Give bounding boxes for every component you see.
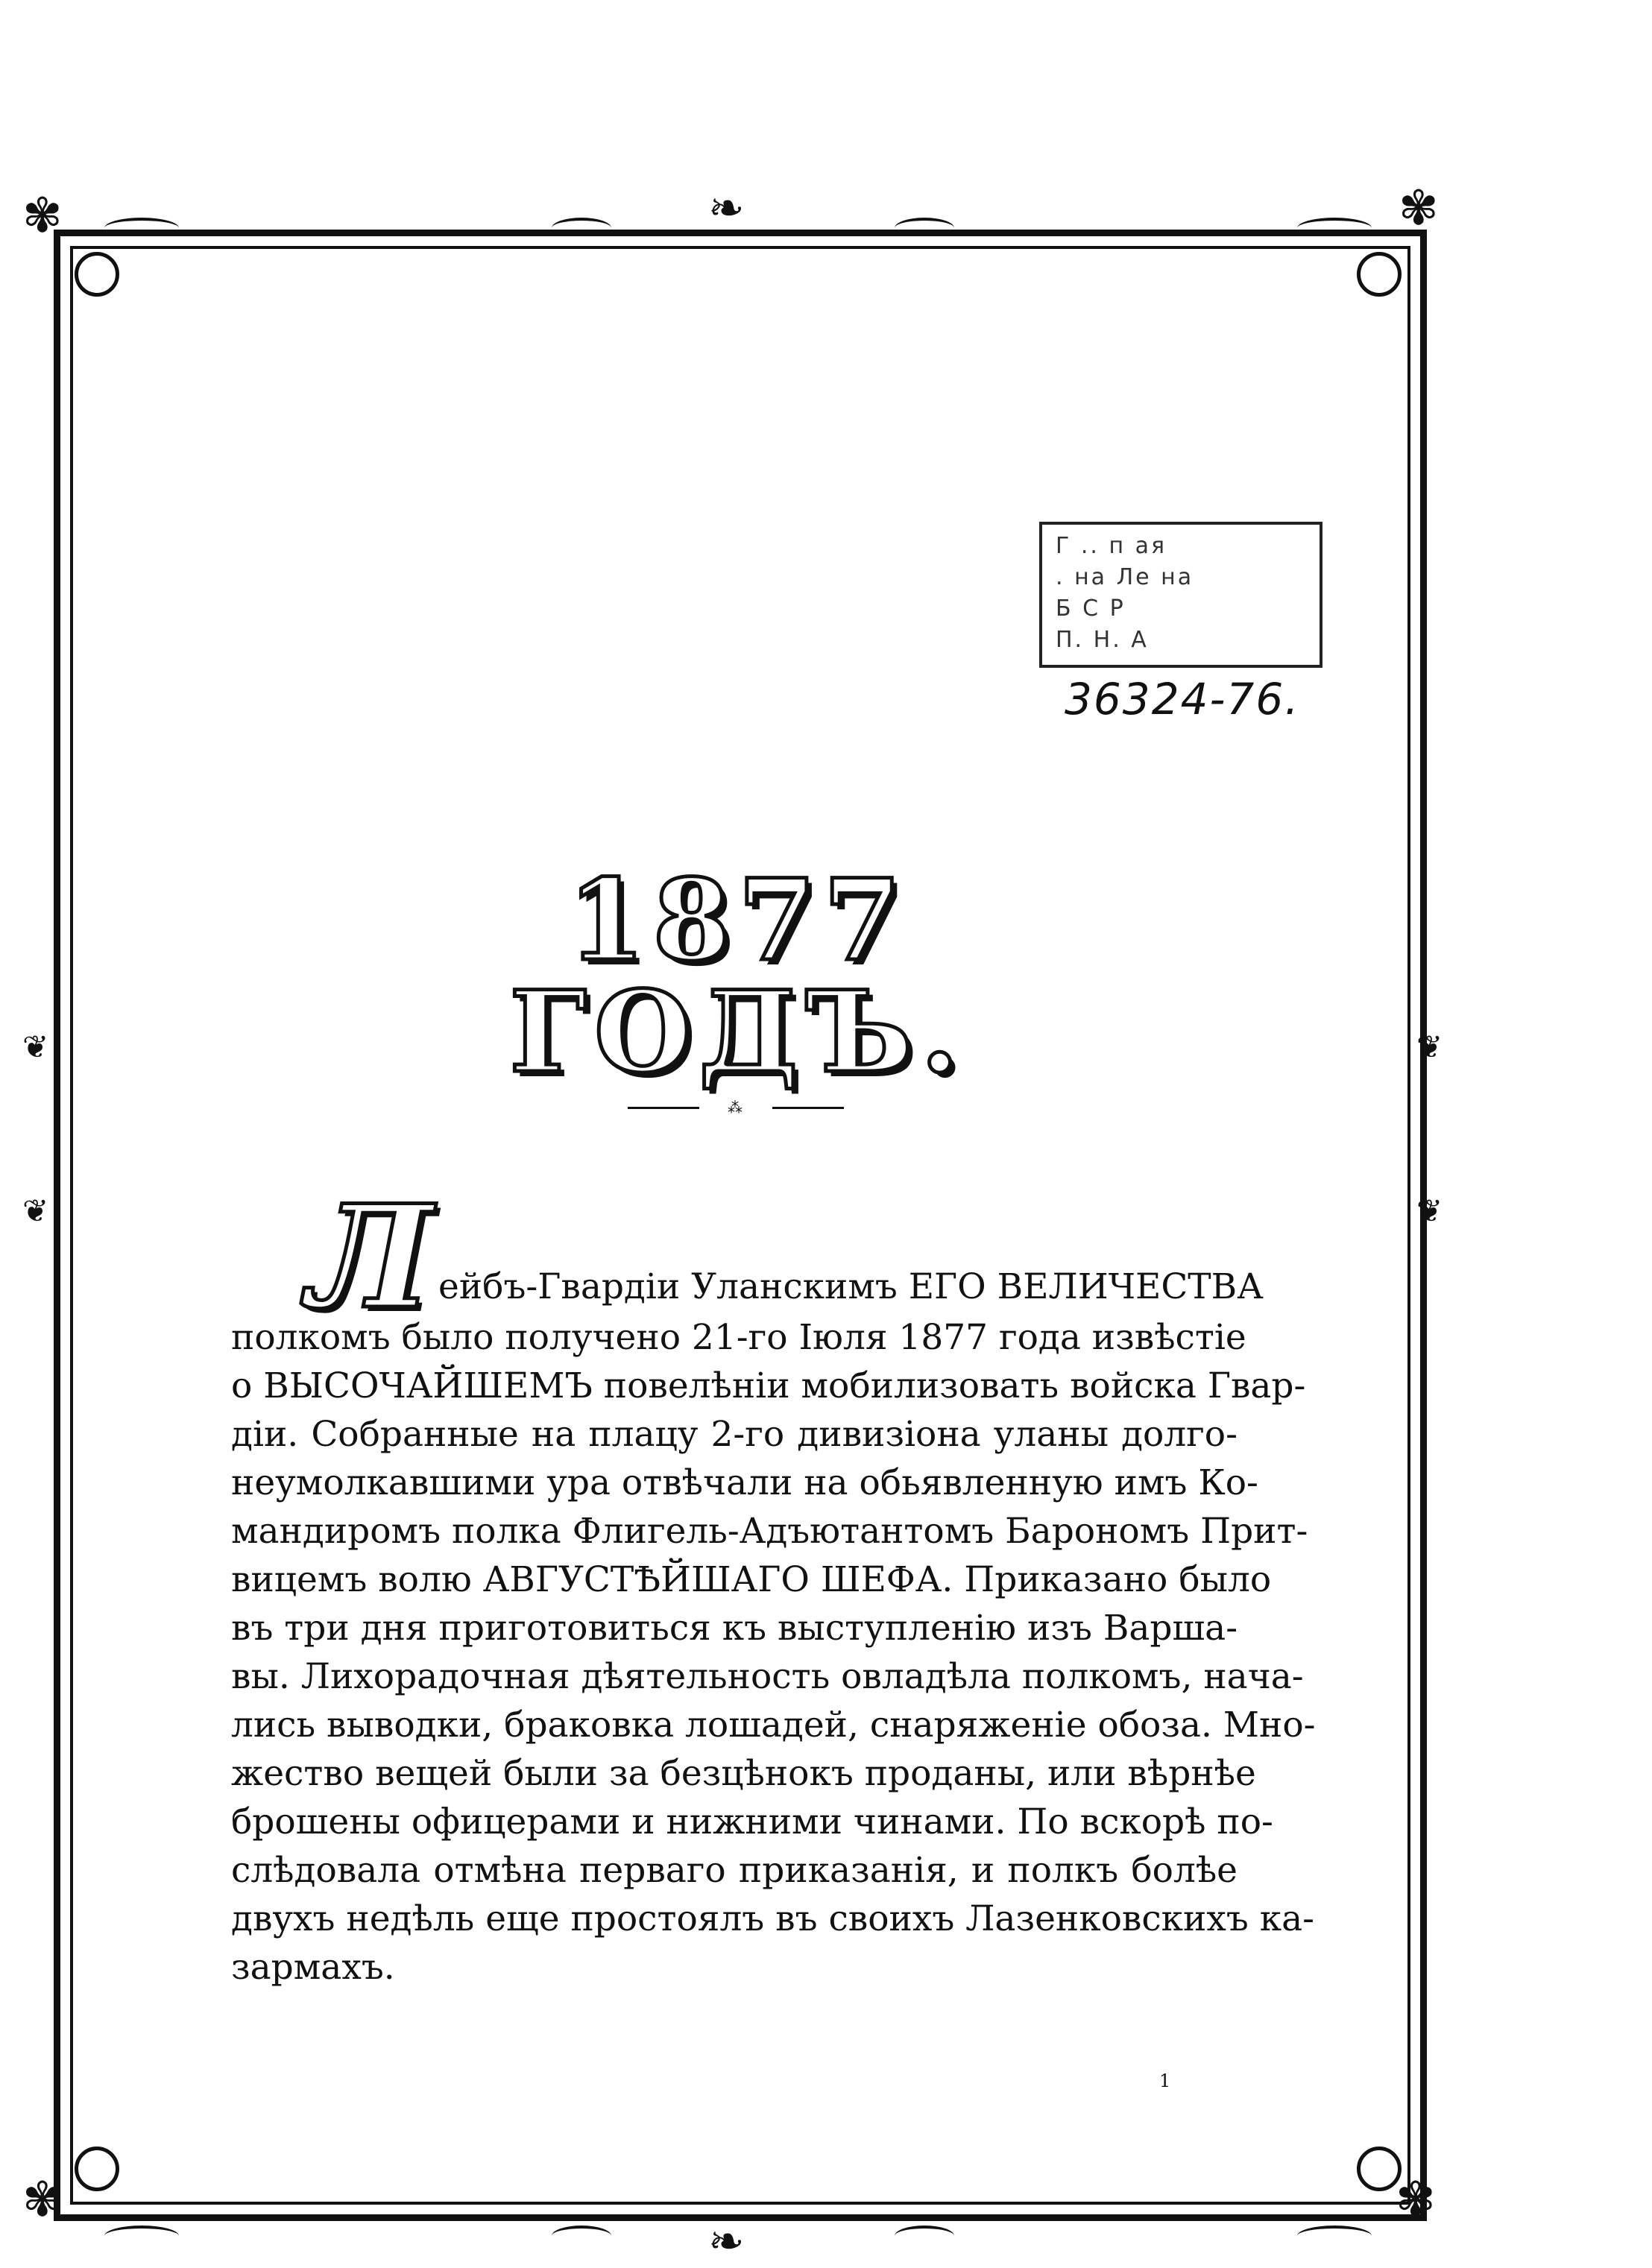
corner-scroll-icon	[1357, 252, 1402, 297]
text-line: жество вещей были за безцѣнокъ проданы, или вѣрнѣе	[231, 1753, 1256, 1794]
side-ornament-icon: ❦	[22, 1193, 49, 1229]
text-line: полкомъ было получено 21-го Іюля 1877 года извѣстіе	[231, 1317, 1246, 1358]
stamp-line: . на Ле на	[1056, 564, 1194, 590]
edge-flourish	[552, 218, 611, 239]
side-ornament-icon: ❦	[1416, 1029, 1443, 1065]
title-divider	[628, 1100, 844, 1115]
inventory-number: 36324-76.	[1065, 674, 1300, 724]
stamp-line: Б С Р	[1056, 596, 1126, 622]
corner-scroll-icon	[75, 2147, 119, 2191]
text-line: о ВЫСОЧАЙШЕМЪ повелѣніи мобилизовать войска Гвар-	[231, 1365, 1306, 1406]
text-line: слѣдовала отмѣна перваго приказанія, и полкъ болѣе	[231, 1850, 1238, 1891]
library-stamp	[1039, 522, 1322, 668]
text-line: двухъ недѣль еще простоялъ въ своихъ Лазенковскихъ ка-	[231, 1898, 1315, 1939]
stamp-line: П. Н. А	[1056, 627, 1149, 653]
side-ornament-icon: ❦	[22, 1029, 49, 1065]
page-number: 1	[1159, 2070, 1171, 2091]
text-line: мандиромъ полка Флигель-Адъютантомъ Барономъ Прит-	[231, 1511, 1308, 1552]
text-line: зармахъ.	[231, 1947, 395, 1988]
bottom-center-ornament-icon: ❧	[708, 2216, 745, 2267]
edge-flourish	[104, 2226, 179, 2246]
text-line: неумолкавшими ура отвѣчали на обьявленную имъ Ко-	[231, 1462, 1258, 1503]
text-line: вицемъ волю АВГУСТѢЙШАГО ШЕФА. Приказано было	[231, 1559, 1272, 1600]
edge-flourish	[895, 218, 954, 239]
text-line: діи. Собранные на плацу 2-го дивизіона уланы долго-	[231, 1414, 1238, 1455]
edge-flourish	[895, 2226, 954, 2246]
side-ornament-icon: ❦	[1416, 1193, 1443, 1229]
corner-ornament-icon: ✾	[22, 2173, 63, 2228]
corner-ornament-icon: ✾	[1396, 2173, 1436, 2228]
text-line: ейбъ-Гвардіи Уланскимъ ЕГО ВЕЛИЧЕСТВА	[438, 1266, 1264, 1307]
stamp-line: Г .. п ая	[1056, 533, 1167, 559]
drop-cap: Л	[307, 1174, 433, 1340]
page-title: 1877 ГОДЪ.	[509, 855, 967, 1098]
text-line: брошены офицерами и нижними чинами. По вскорѣ по-	[231, 1801, 1273, 1842]
edge-flourish	[1297, 218, 1372, 239]
corner-ornament-icon: ✾	[1399, 181, 1439, 236]
corner-scroll-icon	[1357, 2147, 1402, 2191]
text-line: лись выводки, браковка лошадей, снаряженіе обоза. Мно-	[231, 1705, 1316, 1746]
body-text	[231, 1174, 1316, 1991]
edge-flourish	[104, 218, 179, 239]
text-line: въ три дня приготовиться къ выступленію изъ Варша-	[231, 1608, 1238, 1649]
corner-scroll-icon	[75, 252, 119, 297]
top-center-ornament-icon: ❧	[708, 183, 745, 233]
text-line: вы. Лихорадочная дѣятельность овладѣла полкомъ, нача-	[231, 1656, 1304, 1697]
edge-flourish	[1297, 2226, 1372, 2246]
edge-flourish	[552, 2226, 611, 2246]
divider-knot-icon: ⁂	[728, 1099, 744, 1116]
corner-ornament-icon: ✾	[22, 189, 63, 244]
